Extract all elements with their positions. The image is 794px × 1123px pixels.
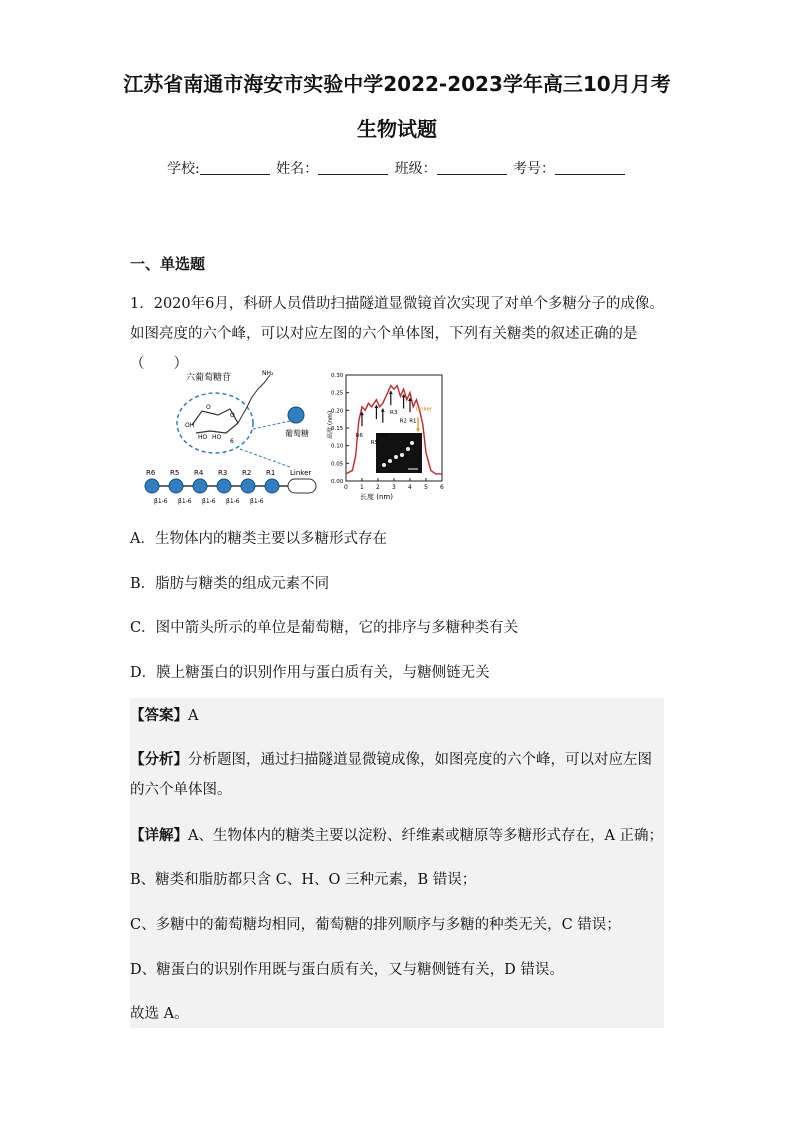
glucose-unit-r4 bbox=[193, 479, 207, 493]
name-label: 姓名： bbox=[276, 161, 319, 177]
inset-bead-3 bbox=[400, 453, 404, 457]
class-blank[interactable] bbox=[437, 160, 507, 175]
height-profile-chart bbox=[326, 365, 456, 505]
linker-annotation: Linker bbox=[415, 406, 433, 413]
zoom-line-top bbox=[253, 421, 290, 429]
peak-label-r4: R4 bbox=[380, 432, 388, 439]
inset-bead-2 bbox=[394, 455, 398, 459]
x-tick-label-6: 6 bbox=[440, 484, 444, 491]
analysis-text: 分析题图，通过扫描隧道显微镜成像，如图亮度的六个峰，可以对应左图的六个单体图。 bbox=[130, 752, 652, 798]
class-label: 班级： bbox=[394, 161, 437, 177]
bond-label-4: β1-6 bbox=[226, 498, 240, 505]
inset-bead-0 bbox=[382, 463, 386, 467]
ring-label-6: 6 bbox=[230, 438, 234, 445]
glucose-legend-label: 葡萄糖 bbox=[285, 429, 309, 438]
question-figure bbox=[140, 365, 460, 509]
inset-bead-5 bbox=[410, 441, 414, 445]
peak-arrowhead-r4 bbox=[381, 409, 385, 412]
exam-subtitle: 生物试题 bbox=[357, 117, 437, 141]
detail-line-b: B、糖类和脂肪都只含 C、H、O 三种元素，B 错误； bbox=[130, 872, 477, 888]
ring-label-ho1: HO bbox=[198, 434, 208, 441]
unit-label-r3: R3 bbox=[218, 469, 228, 477]
glucose-legend-circle bbox=[288, 407, 304, 423]
option-b: B．脂肪与糖类的组成元素不同 bbox=[130, 576, 330, 592]
unit-label-r2: R2 bbox=[242, 469, 252, 477]
ring-label-o2: O bbox=[230, 412, 235, 419]
detail-line-a bbox=[130, 821, 664, 851]
nh2-label: NH₂ bbox=[262, 370, 274, 377]
peak-arrowhead-r3 bbox=[389, 391, 393, 394]
linker-label: Linker bbox=[290, 469, 312, 477]
hexasaccharide-label: 六葡萄糖苷 bbox=[186, 373, 232, 383]
inset-bead-1 bbox=[388, 459, 392, 463]
option-c: C．图中箭头所示的单位是葡萄糖，它的排序与多糖种类有关 bbox=[130, 620, 519, 636]
detail-text-a: A、生物体内的糖类主要以淀粉、纤维素或糖原等多糖形式存在，A 正确； bbox=[188, 828, 664, 844]
inset-bead-4 bbox=[406, 447, 410, 451]
question-text: 1．2020年6月，科研人员借助扫描隧道显微镜首次实现了对单个多糖分子的成像。如图亮度的六个峰，可以对应左图的六个单体图，下列有关糖类的叙述正确的是（ ） bbox=[130, 296, 664, 372]
x-tick-label-1: 1 bbox=[360, 484, 364, 491]
bond-label-1: β1-6 bbox=[154, 498, 168, 505]
name-blank[interactable] bbox=[318, 160, 388, 175]
x-tick-label-5: 5 bbox=[424, 484, 428, 491]
student-info-line bbox=[0, 158, 794, 178]
unit-label-r1: R1 bbox=[266, 469, 276, 477]
peak-label-r1: R1 bbox=[409, 418, 417, 425]
peak-arrowhead-r5 bbox=[374, 405, 378, 408]
y-tick-label-3: 0.15 bbox=[331, 426, 344, 432]
conclusion-line: 故选 A。 bbox=[130, 1006, 189, 1022]
y-tick-label-5: 0.25 bbox=[331, 390, 344, 397]
analysis-tag: 【分析】 bbox=[130, 751, 188, 768]
exam-title: 江苏省南通市海安市实验中学2022-2023学年高三10月月考 bbox=[123, 72, 671, 96]
answer-line bbox=[130, 701, 664, 731]
school-blank[interactable] bbox=[200, 160, 270, 175]
ring-label-oh: OH bbox=[185, 422, 195, 429]
answer-value: A bbox=[188, 708, 199, 724]
stm-inset-image bbox=[376, 433, 422, 473]
x-tick-label-4: 4 bbox=[408, 484, 412, 491]
unit-label-r5: R5 bbox=[170, 469, 180, 477]
ring-label-o1: O bbox=[206, 404, 211, 411]
chart-ylabel: 高度 (nm) bbox=[327, 410, 334, 439]
peak-label-r3: R3 bbox=[390, 409, 398, 416]
section-heading: 一、单选题 bbox=[130, 255, 206, 273]
bond-label-2: β1-6 bbox=[178, 498, 192, 505]
y-tick-label-6: 0.30 bbox=[331, 373, 344, 379]
option-d: D．膜上糖蛋白的识别作用与蛋白质有关，与糖侧链无关 bbox=[130, 665, 490, 681]
zoom-line-bottom bbox=[240, 449, 290, 467]
bond-label-5: β1-6 bbox=[250, 498, 264, 505]
option-a: A．生物体内的糖类主要以多糖形式存在 bbox=[130, 531, 387, 547]
y-tick-label-2: 0.10 bbox=[331, 443, 344, 450]
glucose-unit-r1 bbox=[265, 479, 279, 493]
peak-label-r5: R5 bbox=[370, 439, 379, 446]
linker-shape bbox=[288, 479, 316, 493]
x-tick-label-2: 2 bbox=[376, 484, 380, 491]
side-chain bbox=[238, 375, 270, 423]
exam-number-blank[interactable] bbox=[555, 160, 625, 175]
unit-label-r6: R6 bbox=[146, 469, 156, 477]
glucose-unit-r5 bbox=[169, 479, 183, 493]
ring-label-ho2: HO bbox=[212, 434, 222, 441]
detail-line-c: C、多糖中的葡萄糖均相同，葡萄糖的排列顺序与多糖的种类无关，C 错误； bbox=[130, 917, 621, 933]
analysis-line bbox=[130, 745, 664, 805]
linker-arrowhead bbox=[416, 429, 420, 432]
x-tick-label-0: 0 bbox=[344, 484, 348, 491]
unit-label-r4: R4 bbox=[194, 469, 204, 477]
glucose-unit-r6 bbox=[145, 479, 159, 493]
x-tick-label-3: 3 bbox=[392, 484, 396, 491]
y-tick-label-1: 0.05 bbox=[331, 461, 344, 468]
chart-xlabel: 长度 (nm) bbox=[360, 493, 393, 501]
bond-label-3: β1-6 bbox=[202, 498, 216, 505]
peak-label-r2: R2 bbox=[399, 418, 407, 425]
peak-label-r6: R6 bbox=[355, 432, 363, 439]
answer-tag: 【答案】 bbox=[130, 707, 188, 724]
detail-line-d: D、糖蛋白的识别作用既与蛋白质有关，又与糖侧链有关，D 错误。 bbox=[130, 962, 564, 978]
glucose-unit-r3 bbox=[217, 479, 231, 493]
detail-tag: 【详解】 bbox=[130, 827, 188, 844]
y-tick-label-0: 0.00 bbox=[331, 479, 344, 485]
glucose-unit-r2 bbox=[241, 479, 255, 493]
y-tick-label-4: 0.20 bbox=[331, 408, 344, 415]
exam-number-label: 考号： bbox=[513, 161, 556, 177]
school-label: 学校: bbox=[166, 161, 200, 177]
